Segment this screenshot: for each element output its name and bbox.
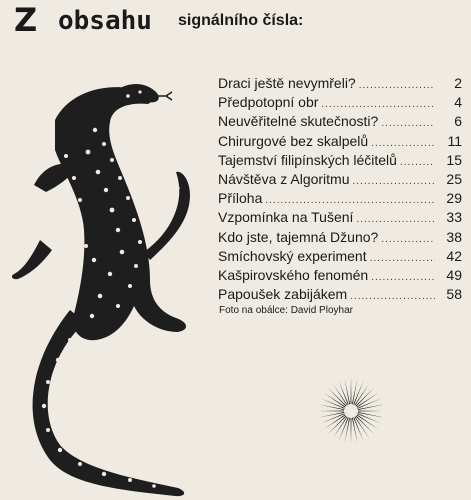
toc-title: Tajemství filipínských léčitelů bbox=[218, 151, 397, 168]
toc-page-number: 4 bbox=[454, 94, 462, 111]
toc-page-number: 6 bbox=[454, 113, 462, 130]
sunburst-ray bbox=[355, 384, 370, 406]
sunburst-ray bbox=[352, 418, 357, 444]
toc-row bbox=[218, 132, 462, 151]
sunburst-ray bbox=[328, 416, 347, 435]
toc-page-number: 58 bbox=[446, 286, 462, 303]
toc-leader-dots bbox=[381, 114, 435, 133]
sunburst-ray bbox=[318, 411, 344, 412]
toc-page-number: 42 bbox=[446, 247, 462, 264]
toc-leader-dots bbox=[350, 287, 435, 306]
sunburst-ray bbox=[356, 388, 375, 407]
toc-leader-dots bbox=[381, 230, 435, 249]
lizard-tail bbox=[33, 310, 185, 496]
toc-row bbox=[218, 247, 462, 266]
header-z-letter: Z bbox=[14, 1, 38, 39]
toc-page-number: 49 bbox=[446, 266, 462, 283]
sunburst-ray bbox=[351, 378, 352, 404]
sunburst-ray bbox=[355, 417, 370, 439]
toc-title: Příloha bbox=[218, 190, 263, 207]
sunburst-ornament bbox=[316, 376, 386, 446]
sunburst-ray bbox=[356, 416, 375, 435]
sunburst-ray bbox=[328, 388, 347, 407]
sunburst-ray bbox=[358, 412, 384, 417]
sunburst-ray bbox=[352, 379, 357, 405]
toc-title: Předpotopní obr bbox=[218, 94, 319, 111]
toc-row bbox=[218, 266, 462, 285]
sunburst-ray bbox=[333, 417, 348, 439]
toc-leader-dots bbox=[400, 153, 435, 172]
toc-title: Smíchovský experiment bbox=[218, 247, 367, 264]
toc-title: Papoušek zabijákem bbox=[218, 286, 348, 303]
sunburst-ray bbox=[345, 418, 350, 444]
toc-row bbox=[218, 170, 462, 189]
toc-leader-dots bbox=[371, 134, 435, 153]
toc-title: Kašpirovského fenomén bbox=[218, 266, 369, 283]
toc-leader-dots bbox=[359, 76, 435, 95]
lizard-illustration bbox=[0, 60, 215, 500]
toc-leader-dots bbox=[356, 210, 435, 229]
toc-page-number: 2 bbox=[454, 75, 462, 91]
toc-leader-dots bbox=[370, 249, 435, 268]
sunburst-ray bbox=[358, 411, 384, 412]
sunburst-ray bbox=[357, 393, 379, 408]
lizard-body bbox=[12, 87, 190, 340]
header-subtitle: signálního čísla: bbox=[178, 12, 304, 29]
toc-row bbox=[218, 112, 462, 131]
toc-leader-dots bbox=[265, 191, 435, 210]
toc-title: Draci ještě nevymřeli? bbox=[218, 75, 356, 91]
toc-row bbox=[218, 93, 462, 112]
sunburst-ray bbox=[357, 415, 379, 430]
sunburst-ray bbox=[345, 379, 350, 405]
sunburst-ray bbox=[324, 415, 346, 430]
toc-row bbox=[218, 208, 462, 227]
toc-page-number: 29 bbox=[446, 190, 462, 207]
toc-leader-dots bbox=[371, 268, 435, 287]
sunburst-ray bbox=[319, 405, 345, 410]
toc-page-number: 25 bbox=[446, 170, 462, 187]
cover-photo-credit: Foto na obálce: David Ployhar bbox=[219, 305, 353, 316]
toc-row bbox=[218, 285, 462, 304]
sunburst-ray bbox=[324, 393, 346, 408]
toc-page-number: 33 bbox=[446, 209, 462, 226]
sunburst-rays bbox=[318, 378, 384, 444]
sunburst-ray bbox=[351, 418, 352, 444]
toc-row bbox=[218, 74, 462, 93]
toc-row bbox=[218, 228, 462, 247]
sunburst-ray bbox=[333, 384, 348, 406]
toc-page-number: 11 bbox=[447, 132, 462, 149]
toc-title: Kdo jste, tajemná Džuno? bbox=[218, 228, 379, 245]
toc-title: Neuvěřitelné skutečnosti? bbox=[218, 113, 379, 130]
toc-page-number: 38 bbox=[446, 228, 462, 245]
toc-page-number: 15 bbox=[446, 151, 462, 168]
sunburst-ray bbox=[319, 412, 345, 417]
header-title: obsahu bbox=[58, 6, 152, 36]
toc-row bbox=[218, 151, 462, 170]
toc-title: Návštěva z Algoritmu bbox=[218, 170, 350, 187]
toc-title: Vzpomínka na Tušení bbox=[218, 209, 354, 226]
table-of-contents bbox=[218, 74, 462, 304]
sunburst-ray bbox=[358, 405, 384, 410]
toc-row bbox=[218, 189, 462, 208]
toc-title: Chirurgové bez skalpelů bbox=[218, 132, 369, 149]
toc-leader-dots bbox=[353, 172, 436, 191]
toc-leader-dots bbox=[321, 95, 435, 114]
